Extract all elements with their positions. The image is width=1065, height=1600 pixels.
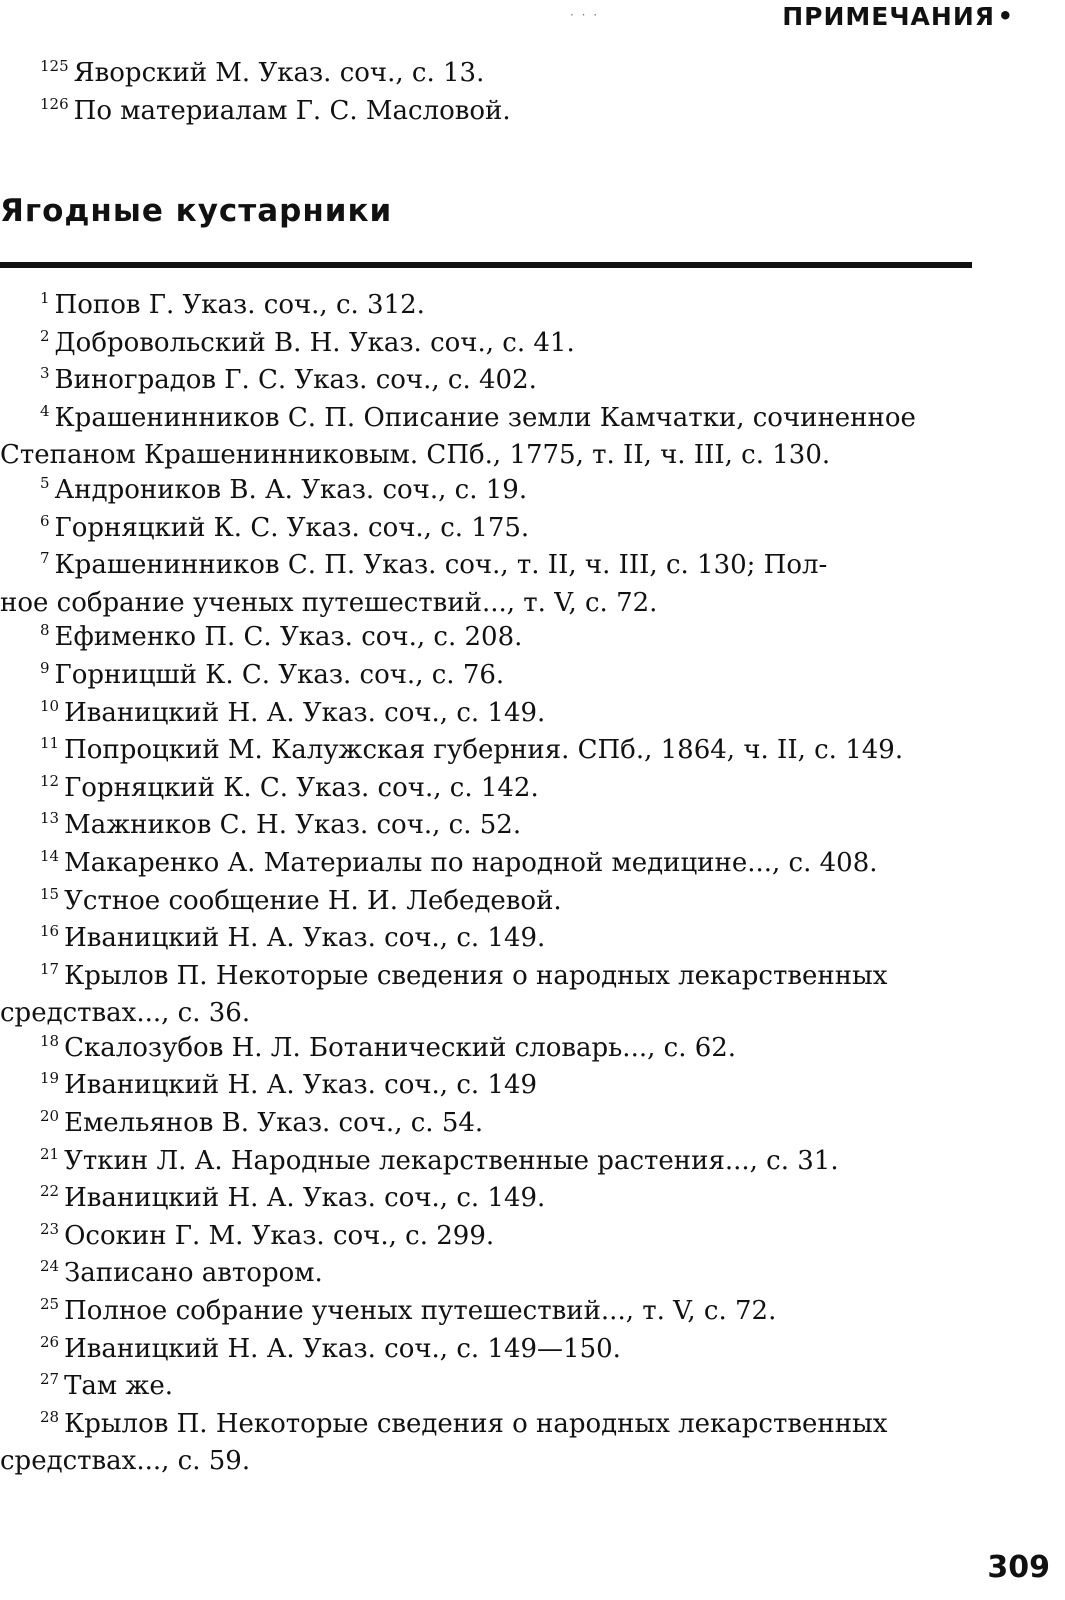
footnote <box>0 1332 1000 1370</box>
footnote <box>0 959 1000 1031</box>
footnote-number: 28 <box>40 1407 60 1426</box>
footnote-text: Иваницкий Н. А. Указ. соч., с. 149. <box>64 1183 546 1214</box>
footnote-number: 2 <box>40 326 50 345</box>
section-title: Ягодные кустарники <box>0 193 393 229</box>
footnote-number: 3 <box>40 364 50 383</box>
footnote-number: 26 <box>40 1332 60 1351</box>
footnote-text: Иваницкий Н. А. Указ. соч., с. 149 <box>64 1070 538 1101</box>
footnote-text: Ефименко П. С. Указ. соч., с. 208. <box>54 622 523 653</box>
footnote-text: Макаренко А. Материалы по народной медицине..., с. 408. <box>64 847 878 878</box>
footnote-text: Иваницкий Н. А. Указ. соч., с. 149. <box>64 697 546 728</box>
footnote-number: 6 <box>40 511 50 530</box>
footnote-number: 8 <box>40 621 50 640</box>
section-rule <box>0 262 972 268</box>
footnote <box>0 921 1000 959</box>
footnote <box>0 1181 1000 1219</box>
footnote-text: Осокин Г. М. Указ. соч., с. 299. <box>64 1220 495 1251</box>
footnote <box>0 1407 1000 1479</box>
footnote-text: Там же. <box>64 1371 173 1402</box>
footnote-text: Добровольский В. Н. Указ. соч., с. 41. <box>54 327 575 358</box>
footnote <box>0 1106 1000 1144</box>
footnote-text: Горняцкий К. С. Указ. соч., с. 175. <box>54 512 530 543</box>
footnote-number: 15 <box>40 884 60 903</box>
footnote <box>0 620 1000 658</box>
footnote-text: Горницшй К. С. Указ. соч., с. 76. <box>54 659 505 690</box>
footnote-text: Мажников С. Н. Указ. соч., с. 52. <box>64 810 522 841</box>
footnote <box>0 1144 1000 1182</box>
footnote-number: 24 <box>40 1257 60 1276</box>
footnote-number: 19 <box>40 1069 60 1088</box>
footnote <box>0 658 1000 696</box>
footnote <box>0 884 1000 922</box>
footnote-number: 17 <box>40 959 60 978</box>
footnote <box>0 1294 1000 1332</box>
footnote-text: Крашенинников С. П. Указ. соч., т. II, ч. III, с. 130; Пол- <box>54 550 828 581</box>
scan-smudge: · · · <box>570 8 600 22</box>
footnote-text: средствах..., с. 36. <box>0 998 251 1029</box>
footnote-text: Попроцкий М. Калужская губерния. СПб., 1864, ч. II, с. 149. <box>64 735 904 766</box>
footnote-text: Полное собрание ученых путешествий..., т. V, с. 72. <box>64 1296 777 1327</box>
footnote-text: средствах..., с. 59. <box>0 1446 251 1477</box>
footnote-number: 10 <box>40 696 60 715</box>
footnote-number: 21 <box>40 1144 60 1163</box>
footnote-text: Крылов П. Некоторые сведения о народных лекарственных <box>64 1408 888 1439</box>
footnote <box>0 771 1000 809</box>
previous-notes <box>0 56 1000 131</box>
footnote-number: 5 <box>40 473 50 492</box>
footnote-number: 126 <box>40 94 69 113</box>
footnote <box>0 363 1000 401</box>
footnote-text: Иваницкий Н. А. Указ. соч., с. 149. <box>64 923 546 954</box>
running-title: ПРИМЕЧАНИЯ <box>782 2 995 31</box>
footnote <box>0 511 1000 549</box>
footnote-text: Крашенинников С. П. Описание земли Камчатки, сочиненное <box>54 402 916 433</box>
footnote-number: 1 <box>40 289 50 307</box>
footnote <box>0 401 1000 473</box>
page-number: 309 <box>987 1550 1050 1585</box>
footnote-number: 22 <box>40 1182 60 1201</box>
footnote-text: Виноградов Г. С. Указ. соч., с. 402. <box>54 365 537 396</box>
footnote-number: 25 <box>40 1295 60 1314</box>
running-title-bullet: • <box>997 2 1013 30</box>
footnote <box>0 808 1000 846</box>
footnote-number: 125 <box>40 57 69 75</box>
footnote-number: 23 <box>40 1219 60 1238</box>
footnote-text: Уткин Л. А. Народные лекарственные растения..., с. 31. <box>64 1145 839 1176</box>
footnote <box>0 1031 1000 1069</box>
footnote <box>0 326 1000 364</box>
footnote <box>0 473 1000 511</box>
footnote-text: Попов Г. Указ. соч., с. 312. <box>54 290 425 320</box>
footnote-number: 7 <box>40 549 50 568</box>
footnote-number: 27 <box>40 1370 60 1389</box>
footnote-text: Записано автором. <box>64 1258 323 1289</box>
footnote-text: Андроников В. А. Указ. соч., с. 19. <box>54 474 528 505</box>
footnote-text: ное собрание ученых путешествий..., т. V, с. 72. <box>0 587 658 618</box>
footnote-number: 4 <box>40 401 50 420</box>
footnote <box>0 1219 1000 1257</box>
footnote-number: 18 <box>40 1031 60 1050</box>
footnote-number: 14 <box>40 846 60 865</box>
footnote <box>0 548 1000 620</box>
footnote-text: Яворский М. Указ. соч., с. 13. <box>73 58 485 88</box>
footnote-text: Горняцкий К. С. Указ. соч., с. 142. <box>64 772 539 803</box>
footnote <box>0 288 1000 326</box>
footnote-text: Степаном Крашенинниковым. СПб., 1775, т. II, ч. III, с. 130. <box>0 440 831 471</box>
footnote-number: 9 <box>40 658 50 677</box>
footnote <box>0 696 1000 734</box>
footnote <box>0 733 1000 771</box>
footnote-number: 16 <box>40 922 60 941</box>
footnote-text: По материалам Г. С. Масловой. <box>73 95 511 126</box>
footnote-number: 11 <box>40 734 60 753</box>
footnote-text: Крылов П. Некоторые сведения о народных лекарственных <box>64 960 888 991</box>
footnote-text: Скалозубов Н. Л. Ботанический словарь..., с. 62. <box>64 1032 737 1063</box>
footnote <box>0 56 1000 94</box>
footnote <box>0 94 1000 132</box>
footnote-number: 13 <box>40 809 60 828</box>
footnote <box>0 1256 1000 1294</box>
notes-list <box>0 288 1000 1479</box>
footnote <box>0 1068 1000 1106</box>
footnote-text: Устное сообщение Н. И. Лебедевой. <box>64 885 562 916</box>
footnote <box>0 846 1000 884</box>
footnote-text: Иваницкий Н. А. Указ. соч., с. 149—150. <box>64 1333 621 1364</box>
footnote <box>0 1369 1000 1407</box>
footnote-text: Емельянов В. Указ. соч., с. 54. <box>64 1108 484 1139</box>
footnote-number: 12 <box>40 771 60 790</box>
footnote-number: 20 <box>40 1107 60 1126</box>
